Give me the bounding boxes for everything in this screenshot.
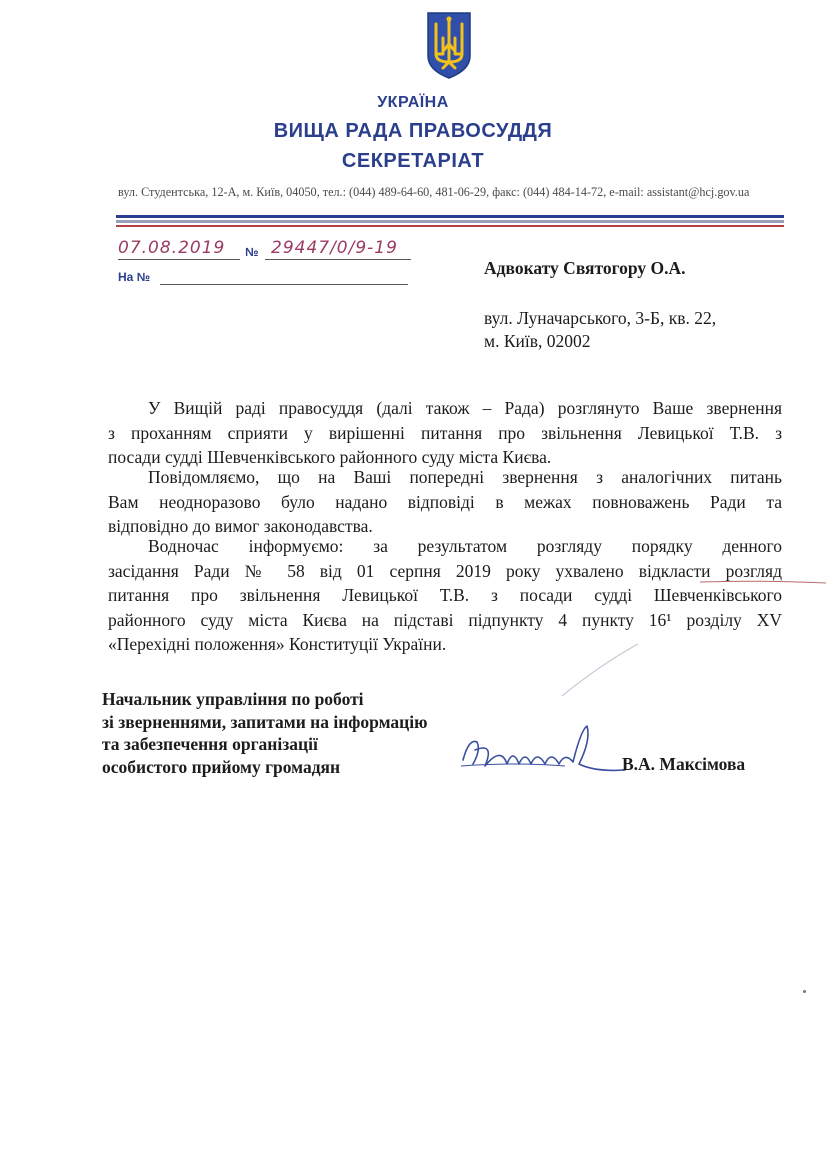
text-line: посади судді Шевченківського районного суду міста Києва.: [108, 447, 552, 467]
reply-to-underline: [160, 284, 408, 285]
text-line: районного суду міста Києва на підставі підпункту 4 пункту 16¹ розділу XV: [108, 609, 782, 630]
recipient-name: Адвокату Святогору О.А.: [484, 258, 686, 278]
position-line: особистого прийому громадян: [102, 756, 341, 777]
text-line: «Перехідні положення» Конституції України.: [108, 634, 447, 654]
header-divider: [116, 220, 784, 223]
body-paragraph: [108, 534, 782, 657]
header-divider: [116, 215, 784, 218]
scan-mark: [700, 575, 826, 587]
signatory-position: [102, 688, 428, 778]
department-title: СЕКРЕТАРІАТ: [341, 150, 485, 172]
organization-title: ВИЩА РАДА ПРАВОСУДДЯ: [273, 120, 553, 142]
text-line: питання про звільнення Левицької Т.В. з посади судді Шевченківського: [108, 585, 782, 605]
registration-number-label: №: [245, 245, 259, 259]
number-underline: [265, 259, 411, 260]
text-line: з проханням сприяти у вирішенні питання про звільнення Левицької Т.В. з: [108, 422, 782, 443]
body-paragraph: [108, 396, 782, 470]
text-line: засідання Ради № 58 від 01 серпня 2019 року ухвалено відкласти розгляд: [108, 560, 782, 581]
position-line: Начальник управління по роботі: [102, 689, 364, 709]
scan-mark: [560, 640, 640, 700]
contact-line: вул. Студентська, 12-А, м. Київ, 04050, тел.: (044) 489-64-60, 481-06-29, факс: (044) 484-14-72, e-mail: assistant@hcj.gov.ua: [118, 185, 750, 199]
header-divider: [116, 225, 784, 227]
text-line: Повідомляємо, що на Ваші попередні звернення з аналогічних питань: [148, 467, 782, 487]
registration-number: 29447/0/9-19: [271, 238, 398, 258]
text-line: У Вищій раді правосуддя (далі також – Рада) розглянуто Ваше звернення: [148, 398, 782, 418]
position-line: та забезпечення організації: [102, 734, 318, 754]
position-line: зі зверненнями, запитами на інформацію: [102, 711, 428, 732]
recipient-address-street: вул. Луначарського, 3-Б, кв. 22,: [484, 308, 717, 328]
text-line: Вам неодноразово було надано відповіді в межах повноважень Ради та: [108, 491, 782, 512]
signatory-name: В.А. Максімова: [622, 754, 746, 774]
scan-speck: [803, 990, 806, 993]
country-title: УКРАЇНА: [377, 94, 449, 111]
reply-to-label: На №: [118, 270, 151, 284]
body-paragraph: [108, 465, 782, 539]
text-line: відповідно до вимог законодавства.: [108, 516, 373, 536]
date-underline: [118, 259, 240, 260]
trident-coat-of-arms-icon: [425, 10, 473, 80]
registration-date: 07.08.2019: [118, 238, 226, 258]
handwritten-signature: [455, 720, 630, 780]
text-line: Водночас інформуємо: за результатом розгляду порядку денного: [148, 536, 782, 556]
recipient-address-city: м. Київ, 02002: [484, 331, 591, 351]
